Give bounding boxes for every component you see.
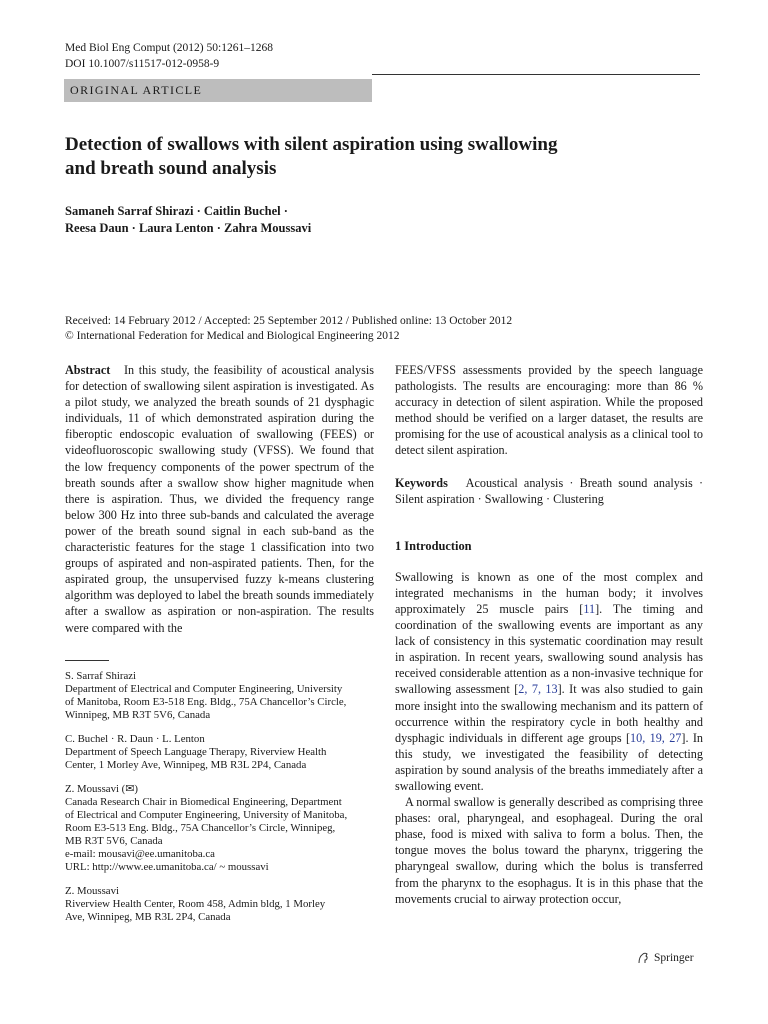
abstract-continued: FEES/VFSS assessments provided by the speech language pathologists. The results are encouraging: more than 86 % accuracy in detection of silent aspiration. While the proposed method should be verified on a larger dataset, the results are promising for the use of acoustical analysis as a clinical tool to detect silent aspiration. <box>395 363 703 458</box>
affiliation-4 <box>65 885 375 924</box>
keywords-heading: Keywords <box>395 475 448 490</box>
affiliation-line: of Manitoba, Room E3-518 Eng. Bldg., 75A Chancellor’s Circle, <box>65 696 347 708</box>
journal-header <box>65 40 273 72</box>
received-dates: Received: 14 February 2012 / Accepted: 25 September 2012 / Published online: 13 October 2012 <box>65 315 513 327</box>
intro-paragraph-1 <box>395 569 703 794</box>
affiliation-line: Room E3-513 Eng. Bldg., 75A Chancellor’s Circle, Winnipeg, <box>65 822 336 834</box>
publisher-name: Springer <box>654 952 694 964</box>
intro-paragraph-2: A normal swallow is generally described as comprising three phases: oral, pharyngeal, and esophageal. During the oral phase, food is mixed with saliva to form a bolus. Then, the tongue moves the bolus toward the pharynx, triggering the pharyngeal swallow, during which the bolus is transferred from the pharynx to the esophagus. It is in this phase that the movements crucial to airway protection occur, <box>395 795 703 906</box>
section-heading: 1 Introduction <box>395 538 472 553</box>
affiliation-line: Ave, Winnipeg, MB R3L 2P4, Canada <box>65 911 231 923</box>
publication-history <box>65 314 512 344</box>
authors-line-2: Reesa Daun · Laura Lenton · Zahra Moussavi <box>65 221 312 235</box>
affiliation-line: MB R3T 5V6, Canada <box>65 835 163 847</box>
footnote-rule <box>65 660 109 661</box>
email-link[interactable]: e-mail: mousavi@ee.umanitoba.ca <box>65 848 215 860</box>
abstract <box>65 362 374 636</box>
journal-citation: Med Biol Eng Comput (2012) 50:1261–1268 <box>65 42 273 54</box>
left-column <box>65 362 374 636</box>
copyright-line: © International Federation for Medical and Biological Engineering 2012 <box>65 330 400 342</box>
affiliation-author: Z. Moussavi <box>65 885 119 897</box>
right-column <box>395 362 703 907</box>
affiliation-1 <box>65 670 375 722</box>
article-type-banner: ORIGINAL ARTICLE <box>64 79 372 102</box>
citation-link[interactable]: 2, 7, 13 <box>518 682 558 697</box>
affiliation-3 <box>65 783 375 874</box>
intro-text: ]. The timing and coordination of the swallowing events are important as any lack of consistency in this systematic coordination may result in aspiration. In recent years, swallowing sound analysis has received considerable attention as a non-invasive technique for swallowing assessment [ <box>395 601 703 697</box>
keywords-text: Acoustical analysis · Breath sound analysis · Silent aspiration · Swallowing · Clustering <box>395 475 703 506</box>
title-line-2: and breath sound analysis <box>65 158 277 179</box>
homepage-link[interactable]: URL: http://www.ee.umanitoba.ca/ ~ moussavi <box>65 861 269 873</box>
publisher-logo <box>636 951 694 965</box>
affiliation-author: C. Buchel · R. Daun · L. Lenton <box>65 733 205 745</box>
affiliation-line: Canada Research Chair in Biomedical Engineering, Department <box>65 796 342 808</box>
paper-title <box>65 133 665 181</box>
affiliation-line: Winnipeg, MB R3T 5V6, Canada <box>65 709 211 721</box>
abstract-heading: Abstract <box>65 363 111 377</box>
title-line-1: Detection of swallows with silent aspiration using swallowing <box>65 134 558 155</box>
authors-line-1: Samaneh Sarraf Shirazi · Caitlin Buchel · <box>65 204 288 218</box>
affiliation-line: Riverview Health Center, Room 458, Admin bldg, 1 Morley <box>65 898 326 910</box>
affiliation-line: Department of Speech Language Therapy, Riverview Health <box>65 746 327 758</box>
author-list <box>65 203 311 237</box>
intro-text: ]. It was also studied to gain more insight into the swallowing mechanism and its pattern of occurrence within the respiratory cycle in both healthy and dysphagic individuals in different age groups [ <box>395 682 703 745</box>
affiliation-author: Z. Moussavi (✉) <box>65 783 138 795</box>
affiliation-2 <box>65 733 375 772</box>
keywords <box>395 475 703 507</box>
affiliation-line: Center, 1 Morley Ave, Winnipeg, MB R3L 2P4, Canada <box>65 759 307 771</box>
doi: DOI 10.1007/s11517-012-0958-9 <box>65 58 220 70</box>
affiliation-line: Department of Electrical and Computer Engineering, University <box>65 683 343 695</box>
citation-link[interactable]: 10, 19, 27 <box>630 730 682 745</box>
affiliation-line: of Electrical and Computer Engineering, University of Manitoba, <box>65 809 348 821</box>
springer-horse-icon <box>636 951 650 965</box>
intro-text: ]. In this study, we investigated the feasibility of detecting aspiration by sound analysis of the breaths immediately after a swallowing event. <box>395 730 703 793</box>
header-rule <box>372 74 700 75</box>
abstract-text: In this study, the feasibility of acoustical analysis for detection of swallowing silent aspiration is investigated. As a pilot study, we analyzed the breath sounds of 21 dysphagic individuals, 11 of which demonstrated aspiration during the fiberoptic endoscopic evaluation of swallowing (FEES) or videofluoroscopic swallowing study (VFSS). We found that the low frequency components of the power spectrum of the breath sounds after a swallow show higher magnitude when there is aspiration. Thus, we divided the frequency range below 300 Hz into three sub-bands and calculated the average power of the breath sound signal in each sub-band as the characteristic features for the stage 1 classification into two groups of aspirated and non-aspirated patients. Then, for the aspirated group, the unsupervised fuzzy k-means clustering algorithm was deployed to label the breath sounds immediately after a swallow as aspiration or non-aspiration. The results were compared with the <box>65 363 375 635</box>
citation-link[interactable]: 11 <box>583 601 596 616</box>
intro-text: Swallowing is known as one of the most complex and integrated mechanisms in the human body; it involves approximately 25 muscle pairs [ <box>395 569 703 616</box>
affiliation-author: S. Sarraf Shirazi <box>65 670 137 682</box>
